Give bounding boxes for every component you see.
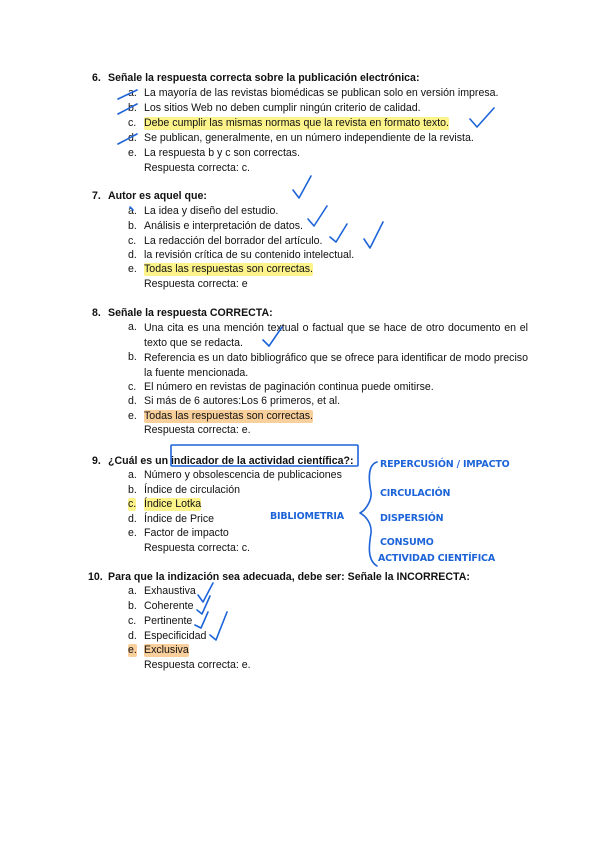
option-text-highlighted: Exclusiva: [144, 644, 189, 656]
option-letter: c.: [128, 615, 137, 627]
option-letter: e.: [128, 410, 137, 422]
option-letter: d.: [128, 249, 137, 261]
option-text: Índice de circulación: [144, 484, 240, 496]
option-text-highlighted: Debe cumplir las mismas normas que la revista en formato texto.: [144, 117, 449, 129]
option-letter: e.: [128, 527, 137, 539]
option-text: Una cita es una mención textual o factual que se hace de otro documento en el texto que se redacta.: [144, 322, 528, 349]
option-text: Los sitios Web no deben cumplir ningún criterio de calidad.: [144, 102, 421, 114]
handwritten-item: CIRCULACIÓN: [380, 488, 451, 499]
option-text: La redacción del borrador del artículo.: [144, 235, 323, 247]
option-letter: a.: [128, 469, 137, 481]
option-text: la revisión crítica de su contenido intelectual.: [144, 249, 355, 261]
option-letter: d.: [128, 513, 137, 525]
option-text-highlighted: Índice Lotka: [144, 498, 202, 510]
option-letter: e.: [128, 644, 137, 656]
option-letter: b.: [128, 484, 137, 496]
question-text: Para que la indización sea adecuada, debe ser: Señale la INCORRECTA:: [108, 571, 470, 583]
question-text: Señale la respuesta CORRECTA:: [108, 307, 273, 319]
answer-8: Respuesta correcta: e.: [144, 424, 251, 436]
option-text-highlighted: Todas las respuestas son correctas.: [144, 410, 313, 422]
question-text: Señale la respuesta correcta sobre la publicación electrónica:: [108, 72, 420, 84]
checkmark-icon: [308, 206, 327, 226]
option-text: La respuesta b y c son correctas.: [144, 147, 301, 159]
checkmark-icon: [197, 596, 210, 614]
handwritten-item: DISPERSIÓN: [380, 513, 444, 524]
option-text: Referencia es un dato bibliográfico que se ofrece para identificar de modo preciso la fuente mencionada.: [144, 352, 528, 379]
option-text: Factor de impacto: [144, 527, 229, 539]
option-text: Exhaustiva: [144, 585, 196, 597]
checkmark-icon: [210, 612, 227, 640]
option-text: Índice de Price: [144, 513, 215, 525]
option-text: El número en revistas de paginación continua puede omitirse.: [144, 381, 434, 393]
question-text: Autor es aquel que:: [108, 190, 207, 202]
option-text: La mayoría de las revistas biomédicas se publican solo en versión impresa.: [144, 87, 499, 99]
answer-6: Respuesta correcta: c.: [144, 162, 250, 174]
curly-brace: [360, 462, 377, 566]
option-letter: c.: [128, 117, 137, 129]
option-letter: d.: [128, 395, 137, 407]
option-letter: b.: [128, 351, 137, 363]
handwritten-item: CONSUMO: [380, 537, 434, 548]
option-letter: d.: [128, 630, 137, 642]
question-number: 10.: [88, 571, 103, 583]
handwritten-item: REPERCUSIÓN / IMPACTO: [380, 459, 510, 470]
option-letter: c.: [128, 235, 137, 247]
option-text: Especificidad: [144, 630, 207, 642]
option-letter: c.: [128, 498, 137, 510]
option-text-highlighted: Todas las respuestas son correctas.: [144, 263, 313, 275]
option-text: La idea y diseño del estudio.: [144, 205, 279, 217]
option-letter: a.: [128, 87, 137, 99]
answer-9: Respuesta correcta: c.: [144, 542, 250, 554]
question-number: 6.: [92, 72, 101, 84]
checkmark-icon: [330, 224, 347, 242]
option-letter: b.: [128, 102, 137, 114]
option-letter: a.: [128, 321, 137, 333]
option-letter: b.: [128, 220, 137, 232]
option-text: Pertinente: [144, 615, 193, 627]
question-number: 8.: [92, 307, 101, 319]
option-letter: d.: [128, 132, 137, 144]
checkmark-icon: [195, 612, 208, 628]
option-letter: c.: [128, 381, 137, 393]
answer-10: Respuesta correcta: e.: [144, 659, 251, 671]
question-number: 7.: [92, 190, 101, 202]
option-letter: e.: [128, 147, 137, 159]
answer-7: Respuesta correcta: e: [144, 278, 248, 290]
option-letter: a.: [128, 205, 137, 217]
checkmark-icon: [470, 108, 494, 127]
question-text: ¿Cuál es un indicador de la actividad científica?:: [108, 455, 354, 467]
handwritten-label-bibliometria: BIBLIOMETRIA: [270, 511, 344, 522]
checkmark-icon: [198, 583, 213, 602]
option-letter: e.: [128, 263, 137, 275]
checkmark-icon: [293, 176, 311, 198]
checkmark-icon: [364, 222, 383, 248]
option-text: Si más de 6 autores:Los 6 primeros, et al.: [144, 395, 341, 407]
option-letter: b.: [128, 600, 137, 612]
option-text: Se publican, generalmente, en un número independiente de la revista.: [144, 132, 474, 144]
option-text: Análisis e interpretación de datos.: [144, 220, 303, 232]
handwritten-item: ACTIVIDAD CIENTÍFICA: [378, 553, 495, 564]
option-letter: a.: [128, 585, 137, 597]
option-text: Número y obsolescencia de publicaciones: [144, 469, 342, 481]
question-number: 9.: [92, 455, 101, 467]
option-text: Coherente: [144, 600, 194, 612]
